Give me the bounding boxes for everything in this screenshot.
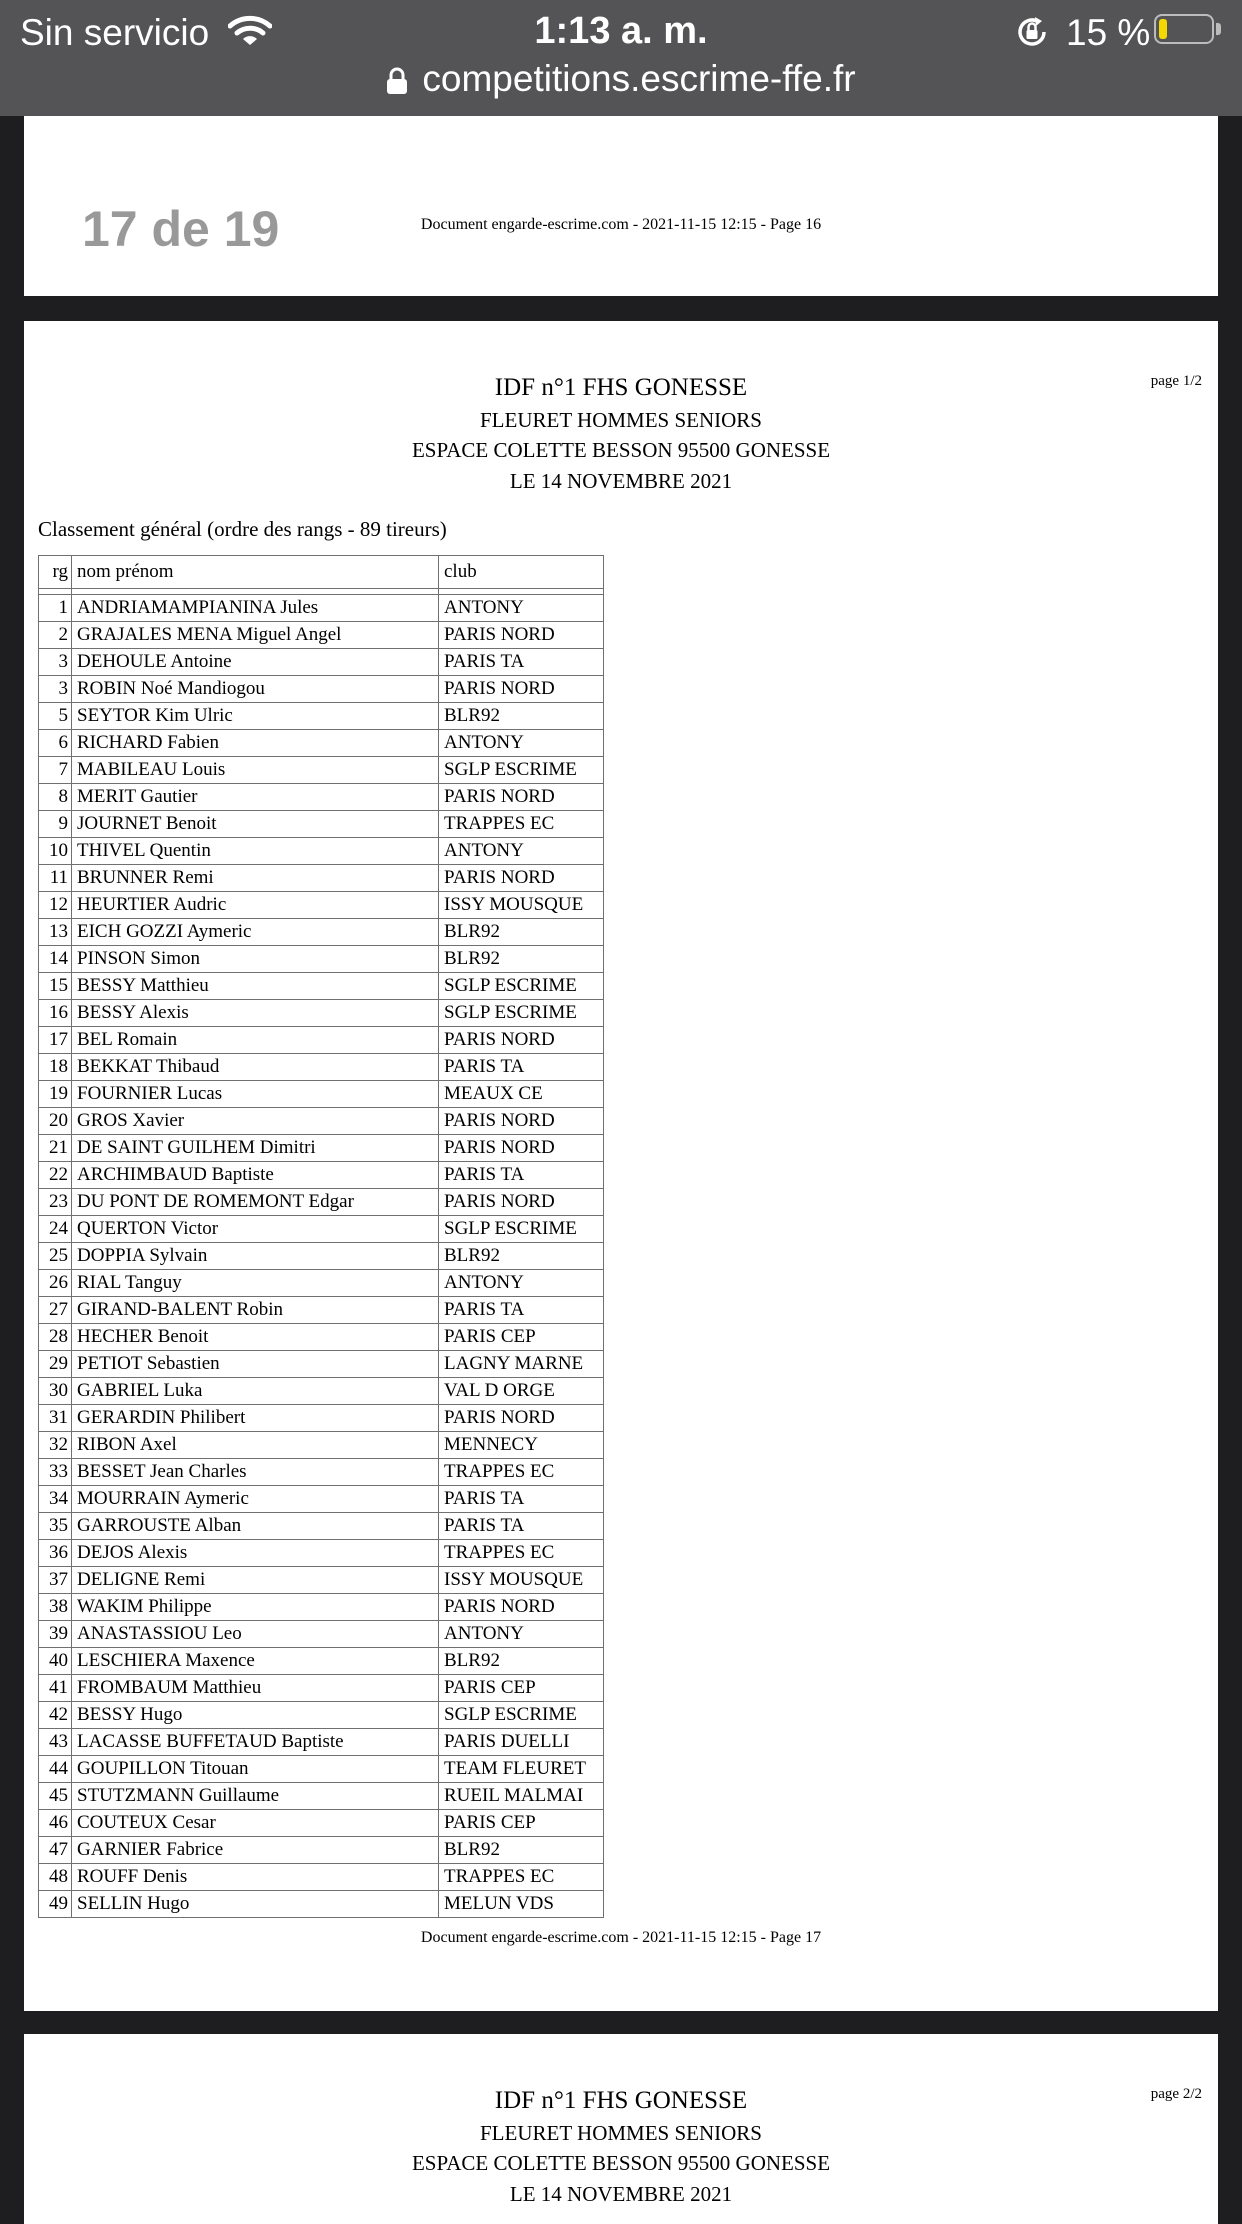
name-cell: PETIOT Sebastien xyxy=(72,1351,439,1378)
table-row xyxy=(39,838,604,865)
table-row xyxy=(39,1054,604,1081)
page-footer: Document engarde-escrime.com - 2021-11-15 12:15 - Page 17 xyxy=(420,1929,822,1946)
rotation-lock-icon xyxy=(1014,14,1050,55)
rank-cell: 6 xyxy=(39,730,72,757)
club-cell: RUEIL MALMAI xyxy=(439,1783,604,1810)
name-cell: HEURTIER Audric xyxy=(72,892,439,919)
rank-cell: 40 xyxy=(39,1648,72,1675)
rank-cell: 16 xyxy=(39,1000,72,1027)
rank-cell: 8 xyxy=(39,784,72,811)
rank-cell: 11 xyxy=(39,865,72,892)
table-row xyxy=(39,1864,604,1891)
page-footer: Document engarde-escrime.com - 2021-11-15 12:15 - Page 16 xyxy=(420,216,822,233)
name-cell: COUTEUX Cesar xyxy=(72,1810,439,1837)
rank-cell: 10 xyxy=(39,838,72,865)
name-cell: GIRAND-BALENT Robin xyxy=(72,1297,439,1324)
table-row xyxy=(39,1594,604,1621)
rank-cell: 42 xyxy=(39,1702,72,1729)
rank-cell: 3 xyxy=(39,649,72,676)
column-header-rank: rg xyxy=(39,556,72,589)
rank-cell: 41 xyxy=(39,1675,72,1702)
table-row xyxy=(39,1621,604,1648)
table-row xyxy=(39,1405,604,1432)
club-cell: SGLP ESCRIME xyxy=(439,1216,604,1243)
table-row xyxy=(39,1432,604,1459)
club-cell: BLR92 xyxy=(439,1837,604,1864)
name-cell: PINSON Simon xyxy=(72,946,439,973)
table-row xyxy=(39,1108,604,1135)
carrier-label: Sin servicio xyxy=(20,12,210,53)
rank-cell: 21 xyxy=(39,1135,72,1162)
table-row xyxy=(39,1378,604,1405)
page-label: page 1/2 xyxy=(1150,373,1202,389)
club-cell: PARIS TA xyxy=(439,1054,604,1081)
club-cell: PARIS NORD xyxy=(439,676,604,703)
rank-cell: 36 xyxy=(39,1540,72,1567)
name-cell: THIVEL Quentin xyxy=(72,838,439,865)
club-cell: ANTONY xyxy=(439,1621,604,1648)
club-cell: TRAPPES EC xyxy=(439,1459,604,1486)
rank-cell: 43 xyxy=(39,1729,72,1756)
rank-cell: 32 xyxy=(39,1432,72,1459)
name-cell: BESSET Jean Charles xyxy=(72,1459,439,1486)
table-row xyxy=(39,1540,604,1567)
name-cell: DOPPIA Sylvain xyxy=(72,1243,439,1270)
name-cell: DE SAINT GUILHEM Dimitri xyxy=(72,1135,439,1162)
name-cell: MABILEAU Louis xyxy=(72,757,439,784)
url-text: competitions.escrime-ffe.fr xyxy=(422,58,856,99)
table-row xyxy=(39,1162,604,1189)
name-cell: WAKIM Philippe xyxy=(72,1594,439,1621)
club-cell: PARIS CEP xyxy=(439,1675,604,1702)
table-row xyxy=(39,811,604,838)
club-cell: BLR92 xyxy=(439,703,604,730)
page-indicator: 17 de 19 xyxy=(82,201,280,257)
club-cell: ANTONY xyxy=(439,838,604,865)
rank-cell: 13 xyxy=(39,919,72,946)
table-row xyxy=(39,1000,604,1027)
club-cell: MEAUX CE xyxy=(439,1081,604,1108)
club-cell: PARIS NORD xyxy=(439,784,604,811)
name-cell: JOURNET Benoit xyxy=(72,811,439,838)
club-cell: MENNECY xyxy=(439,1432,604,1459)
name-cell: BESSY Alexis xyxy=(72,1000,439,1027)
battery-icon xyxy=(1154,14,1214,44)
rank-cell: 22 xyxy=(39,1162,72,1189)
club-cell: ISSY MOUSQUE xyxy=(439,892,604,919)
club-cell: ANTONY xyxy=(439,1270,604,1297)
name-cell: LESCHIERA Maxence xyxy=(72,1648,439,1675)
club-cell: LAGNY MARNE xyxy=(439,1351,604,1378)
clock: 1:13 a. m. xyxy=(534,10,708,52)
name-cell: DELIGNE Remi xyxy=(72,1567,439,1594)
competition-title: IDF n°1 FHS GONESSE xyxy=(494,374,748,401)
rank-cell: 24 xyxy=(39,1216,72,1243)
venue-label: ESPACE COLETTE BESSON 95500 GONESSE xyxy=(411,438,831,462)
pdf-page-16 xyxy=(24,116,1218,296)
club-cell: PARIS NORD xyxy=(439,1108,604,1135)
name-cell: LACASSE BUFFETAUD Baptiste xyxy=(72,1729,439,1756)
table-row xyxy=(39,649,604,676)
rank-cell: 38 xyxy=(39,1594,72,1621)
club-cell: PARIS CEP xyxy=(439,1324,604,1351)
table-row xyxy=(39,1216,604,1243)
club-cell: PARIS DUELLI xyxy=(439,1729,604,1756)
name-cell: GARNIER Fabrice xyxy=(72,1837,439,1864)
table-row xyxy=(39,622,604,649)
browser-top-bar xyxy=(0,0,1242,116)
rank-cell: 26 xyxy=(39,1270,72,1297)
name-cell: BRUNNER Remi xyxy=(72,865,439,892)
competition-title: IDF n°1 FHS GONESSE xyxy=(494,2087,748,2114)
page-label: page 2/2 xyxy=(1150,2086,1202,2102)
rank-cell: 20 xyxy=(39,1108,72,1135)
rank-cell: 3 xyxy=(39,676,72,703)
club-cell: PARIS NORD xyxy=(439,622,604,649)
name-cell: GERARDIN Philibert xyxy=(72,1405,439,1432)
battery-tip xyxy=(1216,23,1221,35)
club-cell: ISSY MOUSQUE xyxy=(439,1567,604,1594)
category-label: FLEURET HOMMES SENIORS xyxy=(480,2121,762,2145)
rank-cell: 33 xyxy=(39,1459,72,1486)
club-cell: PARIS NORD xyxy=(439,1189,604,1216)
rank-cell: 46 xyxy=(39,1810,72,1837)
rank-cell: 2 xyxy=(39,622,72,649)
table-row xyxy=(39,730,604,757)
rank-cell: 49 xyxy=(39,1891,72,1918)
name-cell: GRAJALES MENA Miguel Angel xyxy=(72,622,439,649)
name-cell: FROMBAUM Matthieu xyxy=(72,1675,439,1702)
table-row xyxy=(39,595,604,622)
table-row xyxy=(39,1459,604,1486)
ranking-table-body xyxy=(39,589,604,1918)
name-cell: SELLIN Hugo xyxy=(72,1891,439,1918)
table-row xyxy=(39,784,604,811)
name-cell: RIBON Axel xyxy=(72,1432,439,1459)
club-cell: SGLP ESCRIME xyxy=(439,1000,604,1027)
rank-cell: 27 xyxy=(39,1297,72,1324)
club-cell: TRAPPES EC xyxy=(439,811,604,838)
club-cell: TEAM FLEURET xyxy=(439,1756,604,1783)
table-header-row xyxy=(39,556,604,589)
rank-cell: 29 xyxy=(39,1351,72,1378)
name-cell: RICHARD Fabien xyxy=(72,730,439,757)
table-row xyxy=(39,1891,604,1918)
rank-cell: 7 xyxy=(39,757,72,784)
club-cell: BLR92 xyxy=(439,1648,604,1675)
name-cell: MERIT Gautier xyxy=(72,784,439,811)
rank-cell: 18 xyxy=(39,1054,72,1081)
table-row xyxy=(39,892,604,919)
name-cell: SEYTOR Kim Ulric xyxy=(72,703,439,730)
rank-cell: 19 xyxy=(39,1081,72,1108)
wifi-icon xyxy=(228,14,272,53)
name-cell: ANDRIAMAMPIANINA Jules xyxy=(72,595,439,622)
club-cell: PARIS TA xyxy=(439,1486,604,1513)
name-cell: ARCHIMBAUD Baptiste xyxy=(72,1162,439,1189)
rank-cell: 34 xyxy=(39,1486,72,1513)
table-row xyxy=(39,1324,604,1351)
rank-cell: 48 xyxy=(39,1864,72,1891)
table-row xyxy=(39,1027,604,1054)
rank-cell: 45 xyxy=(39,1783,72,1810)
club-cell: SGLP ESCRIME xyxy=(439,1702,604,1729)
table-row xyxy=(39,973,604,1000)
battery-percent: 15 % xyxy=(1066,12,1151,53)
table-row xyxy=(39,1513,604,1540)
name-cell: ROUFF Denis xyxy=(72,1864,439,1891)
name-cell: FOURNIER Lucas xyxy=(72,1081,439,1108)
name-cell: GARROUSTE Alban xyxy=(72,1513,439,1540)
rank-cell: 39 xyxy=(39,1621,72,1648)
table-row xyxy=(39,703,604,730)
club-cell: BLR92 xyxy=(439,919,604,946)
table-row xyxy=(39,1810,604,1837)
name-cell: DEHOULE Antoine xyxy=(72,649,439,676)
rank-cell: 9 xyxy=(39,811,72,838)
rank-cell: 1 xyxy=(39,595,72,622)
name-cell: ROBIN Noé Mandiogou xyxy=(72,676,439,703)
table-row xyxy=(39,1567,604,1594)
club-cell: PARIS NORD xyxy=(439,1594,604,1621)
table-row xyxy=(39,1081,604,1108)
table-row xyxy=(39,757,604,784)
club-cell: SGLP ESCRIME xyxy=(439,757,604,784)
table-row xyxy=(39,1297,604,1324)
rank-cell: 17 xyxy=(39,1027,72,1054)
club-cell: ANTONY xyxy=(439,730,604,757)
table-row xyxy=(39,946,604,973)
club-cell: SGLP ESCRIME xyxy=(439,973,604,1000)
table-row xyxy=(39,1729,604,1756)
name-cell: BESSY Hugo xyxy=(72,1702,439,1729)
table-row xyxy=(39,1189,604,1216)
table-row xyxy=(39,1270,604,1297)
battery-level-fill xyxy=(1159,19,1167,39)
club-cell: ANTONY xyxy=(439,595,604,622)
rank-cell: 28 xyxy=(39,1324,72,1351)
table-row xyxy=(39,1675,604,1702)
name-cell: BEKKAT Thibaud xyxy=(72,1054,439,1081)
date-label: LE 14 NOVEMBRE 2021 xyxy=(509,469,733,493)
rank-cell: 47 xyxy=(39,1837,72,1864)
name-cell: QUERTON Victor xyxy=(72,1216,439,1243)
name-cell: GOUPILLON Titouan xyxy=(72,1756,439,1783)
category-label: FLEURET HOMMES SENIORS xyxy=(480,408,762,432)
club-cell: PARIS TA xyxy=(439,1162,604,1189)
club-cell: TRAPPES EC xyxy=(439,1540,604,1567)
rank-cell: 23 xyxy=(39,1189,72,1216)
rank-cell: 12 xyxy=(39,892,72,919)
club-cell: PARIS NORD xyxy=(439,1027,604,1054)
club-cell: BLR92 xyxy=(439,946,604,973)
rank-cell: 15 xyxy=(39,973,72,1000)
lock-icon xyxy=(386,62,408,104)
table-row xyxy=(39,1756,604,1783)
rank-cell: 37 xyxy=(39,1567,72,1594)
pdf-page-18 xyxy=(24,2034,1218,2224)
name-cell: RIAL Tanguy xyxy=(72,1270,439,1297)
rank-cell: 35 xyxy=(39,1513,72,1540)
table-row xyxy=(39,1486,604,1513)
name-cell: DEJOS Alexis xyxy=(72,1540,439,1567)
name-cell: GABRIEL Luka xyxy=(72,1378,439,1405)
rank-cell: 31 xyxy=(39,1405,72,1432)
club-cell: BLR92 xyxy=(439,1243,604,1270)
venue-label: ESPACE COLETTE BESSON 95500 GONESSE xyxy=(411,2151,831,2175)
club-cell: PARIS CEP xyxy=(439,1810,604,1837)
club-cell: VAL D ORGE xyxy=(439,1378,604,1405)
club-cell: PARIS NORD xyxy=(439,865,604,892)
name-cell: BESSY Matthieu xyxy=(72,973,439,1000)
table-row xyxy=(39,1702,604,1729)
name-cell: ANASTASSIOU Leo xyxy=(72,1621,439,1648)
name-cell: MOURRAIN Aymeric xyxy=(72,1486,439,1513)
rank-cell: 25 xyxy=(39,1243,72,1270)
table-row xyxy=(39,1351,604,1378)
section-title: Classement général (ordre des rangs - 89 tireurs) xyxy=(38,517,447,541)
table-row xyxy=(39,1243,604,1270)
column-header-club: club xyxy=(439,556,604,589)
name-cell: BEL Romain xyxy=(72,1027,439,1054)
club-cell: TRAPPES EC xyxy=(439,1864,604,1891)
table-row xyxy=(39,1648,604,1675)
table-row xyxy=(39,1837,604,1864)
club-cell: PARIS TA xyxy=(439,649,604,676)
rank-cell: 30 xyxy=(39,1378,72,1405)
address-bar[interactable] xyxy=(0,58,1242,104)
table-row xyxy=(39,919,604,946)
name-cell: STUTZMANN Guillaume xyxy=(72,1783,439,1810)
name-cell: EICH GOZZI Aymeric xyxy=(72,919,439,946)
club-cell: MELUN VDS xyxy=(439,1891,604,1918)
name-cell: HECHER Benoit xyxy=(72,1324,439,1351)
table-row xyxy=(39,1135,604,1162)
club-cell: PARIS TA xyxy=(439,1513,604,1540)
table-row xyxy=(39,676,604,703)
club-cell: PARIS NORD xyxy=(439,1405,604,1432)
pdf-page-17 xyxy=(24,321,1218,2011)
rank-cell: 5 xyxy=(39,703,72,730)
ranking-table xyxy=(38,555,604,1918)
club-cell: PARIS TA xyxy=(439,1297,604,1324)
date-label: LE 14 NOVEMBRE 2021 xyxy=(509,2182,733,2206)
rank-cell: 14 xyxy=(39,946,72,973)
name-cell: GROS Xavier xyxy=(72,1108,439,1135)
rank-cell: 44 xyxy=(39,1756,72,1783)
name-cell: DU PONT DE ROMEMONT Edgar xyxy=(72,1189,439,1216)
table-row xyxy=(39,1783,604,1810)
column-header-name: nom prénom xyxy=(72,556,439,589)
club-cell: PARIS NORD xyxy=(439,1135,604,1162)
table-row xyxy=(39,865,604,892)
